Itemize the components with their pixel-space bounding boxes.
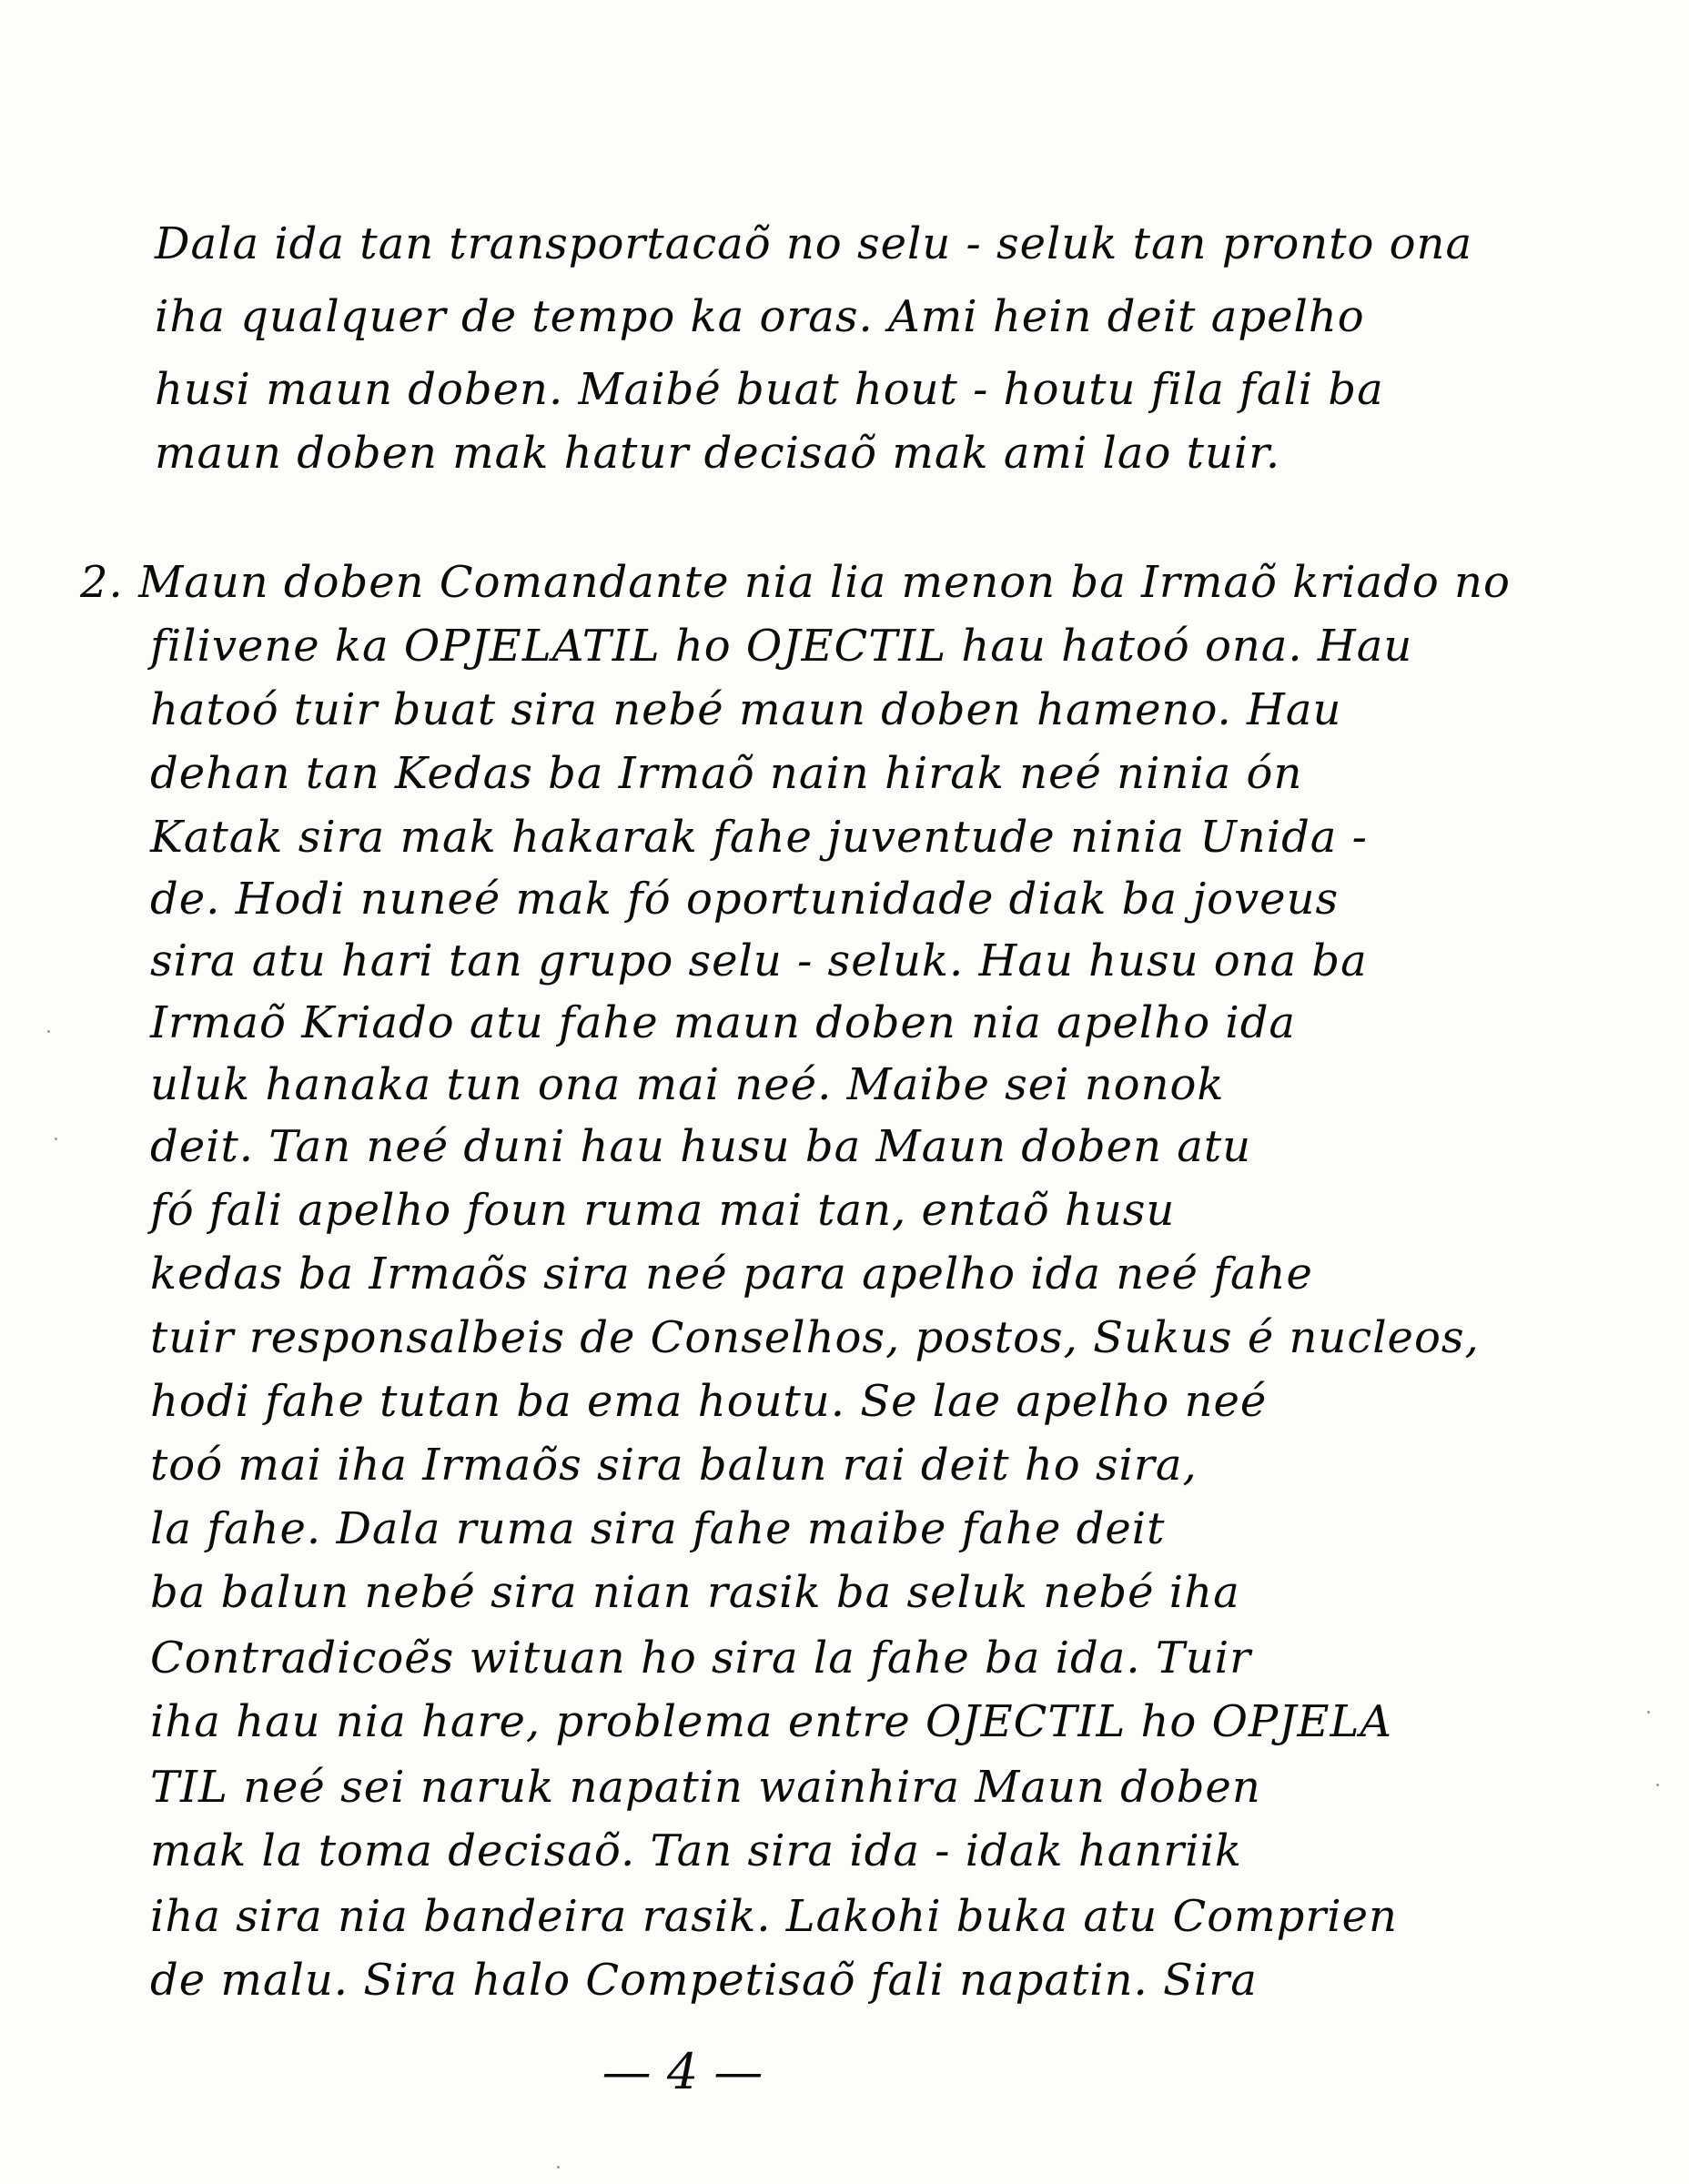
paragraph-2-line: uluk hanaka tun ona mai neé. Maibe sei nonok	[150, 1059, 1225, 1110]
paragraph-2-line: TIL neé sei naruk napatin wainhira Maun doben	[150, 1762, 1261, 1813]
paragraph-1-line: husi maun doben. Maibé buat hout - houtu fila fali ba	[155, 364, 1384, 415]
paragraph-2-line: mak la toma decisaõ. Tan sira ida - idak hanriik	[150, 1825, 1242, 1876]
paragraph-2-line: fó fali apelho foun ruma mai tan, entaõ husu	[150, 1185, 1176, 1236]
paragraph-2-line: Irmaõ Kriado atu fahe maun doben nia apelho ida	[150, 997, 1297, 1048]
paragraph-2-line	[80, 555, 1511, 610]
paragraph-2-line: de malu. Sira halo Competisaõ fali napatin. Sira	[150, 1955, 1258, 2006]
paragraph-1-line: Dala ida tan transportacaõ no selu - seluk tan pronto ona	[155, 218, 1473, 269]
paragraph-2-line: tuir responsalbeis de Conselhos, postos, Sukus é nucleos,	[150, 1312, 1480, 1363]
paragraph-1-line: maun doben mak hatur decisaõ mak ami lao tuir.	[155, 428, 1281, 479]
paragraph-2-first-line-text: Maun doben Comandante nia lia menon ba Irmaõ kriado no	[138, 557, 1511, 608]
paragraph-2-line: filivene ka OPJELATIL ho OJECTIL hau hatoó ona. Hau	[150, 621, 1413, 672]
paragraph-2-line: hodi fahe tutan ba ema houtu. Se lae apelho neé	[150, 1376, 1268, 1427]
paragraph-2-number: 2.	[80, 557, 124, 608]
paragraph-2-line: iha hau nia hare, problema entre OJECTIL ho OPJELA	[150, 1696, 1393, 1747]
paragraph-2-line: kedas ba Irmaõs sira neé para apelho ida neé fahe	[150, 1249, 1313, 1299]
scan-speck	[557, 2166, 560, 2169]
paragraph-2-line: toó mai iha Irmaõs sira balun rai deit ho sira,	[150, 1440, 1198, 1491]
scan-speck	[1647, 1711, 1650, 1714]
paragraph-2-line: la fahe. Dala ruma sira fahe maibe fahe deit	[150, 1503, 1166, 1554]
scan-speck	[47, 1030, 50, 1033]
paragraph-2-line: de. Hodi nuneé mak fó oportunidade diak ba joveus	[150, 874, 1340, 925]
paragraph-1-line: iha qualquer de tempo ka oras. Ami hein deit apelho	[155, 291, 1365, 342]
scan-speck	[1656, 1784, 1659, 1786]
paragraph-2-line: sira atu hari tan grupo selu - seluk. Hau husu ona ba	[150, 935, 1368, 986]
paragraph-2-line: iha sira nia bandeira rasik. Lakohi buka atu Comprien	[150, 1891, 1398, 1942]
paragraph-2-line: Katak sira mak hakarak fahe juventude ninia Unida -	[150, 812, 1368, 863]
page-number: — 4 —	[602, 2043, 764, 2100]
paragraph-2-line: dehan tan Kedas ba Irmaõ nain hirak neé ninia ón	[150, 748, 1303, 799]
paragraph-2-line: ba balun nebé sira nian rasik ba seluk nebé iha	[150, 1567, 1240, 1618]
paragraph-2-line: deit. Tan neé duni hau husu ba Maun doben atu	[150, 1121, 1252, 1172]
paragraph-2-line: Contradicoẽs wituan ho sira la fahe ba ida. Tuir	[150, 1633, 1252, 1684]
paragraph-2-line: hatoó tuir buat sira nebé maun doben hameno. Hau	[150, 684, 1342, 735]
scan-speck	[55, 1138, 57, 1140]
